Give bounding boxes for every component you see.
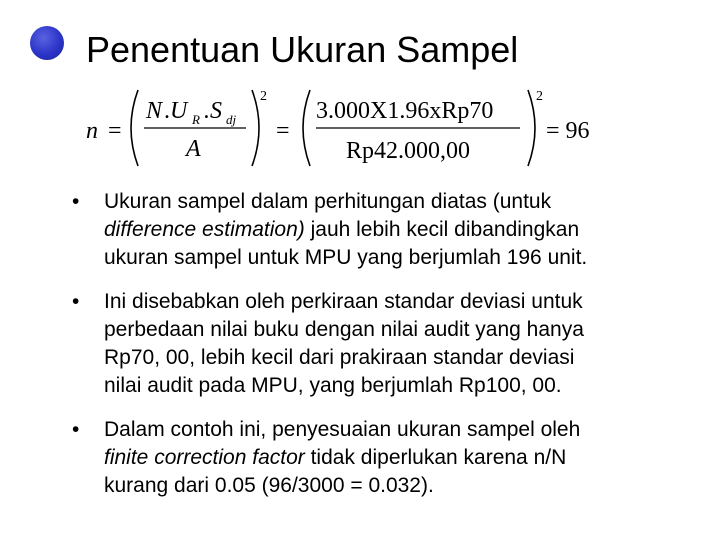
bullet-item-1 [72, 188, 712, 272]
formula-n: n [86, 118, 98, 144]
bullet-marker: • [72, 290, 80, 313]
formula-equals-1: = [108, 118, 122, 144]
formula-result: = 96 [546, 118, 590, 144]
frac2-denominator: Rp42.000,00 [346, 138, 471, 164]
frac1-S: .S [204, 98, 222, 124]
bullet-1-line-3: ukuran sampel untuk MPU yang berjumlah 196 unit. [104, 246, 588, 269]
title-bullet-dot [30, 26, 64, 60]
bullet-item-3 [72, 416, 712, 500]
frac2-numerator: 3.000X1.96xRp70 [316, 98, 494, 124]
bullet-1-italic-term: difference estimation) [104, 218, 305, 241]
paren-left-1 [131, 90, 138, 166]
bullet-3-line-1: Dalam contoh ini, penyesuaian ukuran sampel oleh [104, 418, 581, 441]
frac1-U: U [170, 98, 188, 124]
formula-equals-2: = [276, 118, 290, 144]
bullet-2-line-4: nilai audit pada MPU, yang berjumlah Rp100, 00. [104, 374, 562, 397]
sample-size-formula [80, 82, 620, 174]
paren-right-1 [252, 90, 259, 166]
bullet-3-line-3: kurang dari 0.05 (96/3000 = 0.032). [104, 474, 434, 497]
bullet-marker: • [72, 190, 80, 213]
frac1-A: A [186, 136, 201, 162]
frac1-R: R [192, 112, 200, 127]
bullet-3-line-2: tidak diperlukan karena n/N [304, 446, 567, 469]
frac1-N: N [146, 98, 163, 124]
paren-right-2 [528, 90, 535, 166]
paren-left-2 [303, 90, 310, 166]
bullet-list [72, 188, 712, 516]
bullet-2-line-1: Ini disebabkan oleh perkiraan standar deviasi untuk [104, 290, 583, 313]
frac1-dot: . [164, 98, 170, 124]
bullet-marker: • [72, 418, 80, 441]
exp-1: 2 [260, 89, 267, 104]
exp-2: 2 [536, 89, 543, 104]
bullet-item-2 [72, 288, 712, 400]
bullet-1-line-2: jauh lebih kecil dibandingkan [304, 218, 580, 241]
bullet-1-line-1: Ukuran sampel dalam perhitungan diatas (untuk [104, 190, 552, 213]
bullet-3-italic-term: finite correction factor [104, 446, 305, 469]
slide-title: Penentuan Ukuran Sampel [86, 29, 519, 70]
frac1-dj: dj [226, 112, 237, 127]
bullet-2-line-2: perbedaan nilai buku dengan nilai audit yang hanya [104, 318, 584, 341]
bullet-2-line-3: Rp70, 00, lebih kecil dari prakiraan standar deviasi [104, 346, 575, 369]
